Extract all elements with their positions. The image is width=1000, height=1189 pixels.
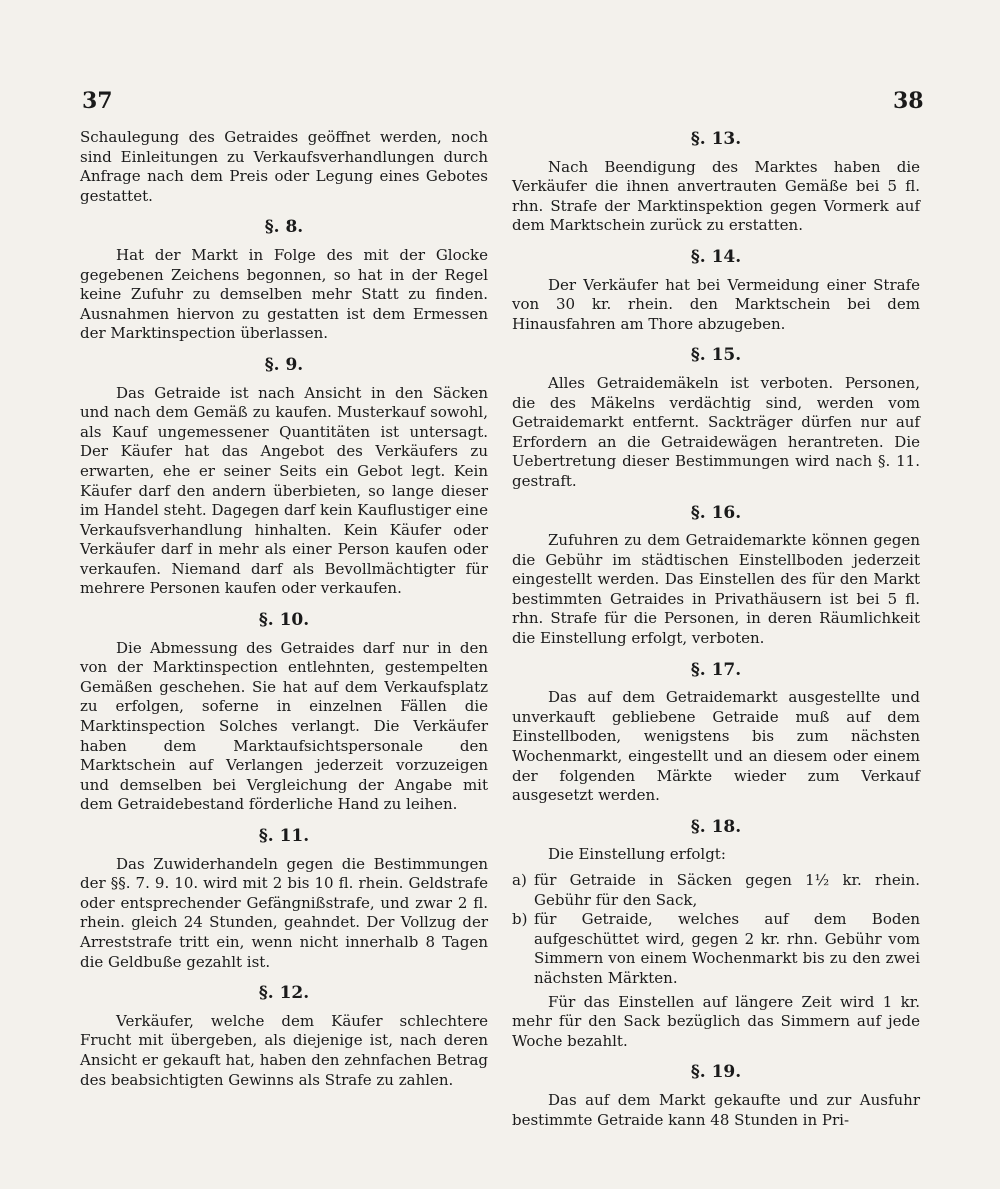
section-text-18-outro: Für das Einstellen auf längere Zeit wird 1 kr. mehr für den Sack bezüglich das Simmern auf jede Woche bezahlt. [512,992,920,1050]
page-number-right: 38 [893,88,924,114]
list-marker: b) [512,910,528,929]
section-text-17: Das auf dem Getraidemarkt ausgestellte und unverkauft gebliebene Getraide muß auf dem Einstellboden, wenigstens bis zum nächsten Wochenmarkt, eingestellt und an diesem oder einem der folgenden Märkte wieder zum Verkauf ausgesetzt werden. [512,688,920,805]
section-heading-19: §. 19. [690,1062,742,1083]
section-text-11: Das Zuwiderhandeln gegen die Bestimmungen der §§. 7. 9. 10. wird mit 2 bis 10 fl. rhein. Geldstrafe oder entsprechender Gefängnißstrafe, und zwar 2 fl. rhein. gleich 24 Stunden, geahndet. Der Vollzug der Arreststrafe tritt ein, wenn nicht innerhalb 8 Tagen die Geldbuße gezahlt ist. [80,854,488,971]
section-text-16: Zufuhren zu dem Getraidemarkte können gegen die Gebühr im städtischen Einstellboden jederzeit eingestellt werden. Das Einstellen des für den Markt bestimmten Getraides in Privathäusern ist bei 5 fl. rhn. Strafe für die Personen, in deren Räumlichkeit die Einstellung erfolgt, verboten. [512,531,920,648]
section-heading-17: §. 17. [690,659,742,680]
section-heading-9: §. 9. [264,354,304,375]
section-text-9: Das Getraide ist nach Ansicht in den Säcken und nach dem Gemäß zu kaufen. Musterkauf sowohl, als Kauf ungemessener Quantitäten ist untersagt. Der Käufer hat das Angebot des Verkäufers zu erwarten, ehe er seiner Seits ein Gebot legt. Kein Käufer darf den andern überbieten, so lange dieser im Handel steht. Dagegen darf kein Kauflustiger eine Verkaufsverhandlung hinhalten. Kein Käufer oder Verkäufer darf in mehr als einer Person kaufen oder verkaufen. Niemand darf als Bevollmächtigter für mehrere Personen kaufen oder verkaufen. [80,383,488,598]
section-heading-8: §. 8. [264,217,304,238]
left-column [80,128,488,1090]
list-item-text: für Getraide, welches auf dem Boden aufgeschüttet wird, gegen 2 kr. rhn. Gebühr vom Simmern von einem Wochenmarkt bis zu den zwei nächsten Märkten. [534,910,920,987]
right-column [512,128,920,1130]
section-heading-11: §. 11. [258,826,310,846]
section-heading-15: §. 15. [690,345,742,366]
list-item [512,871,920,910]
section-text-15: Alles Getraidemäkeln ist verboten. Personen, die des Mäkelns verdächtig sind, werden vom Getraidemarkt entfernt. Sackträger dürfen nur auf Erfordern an die Getraidewägen herantreten. Die Uebertretung dieser Bestimmungen wird nach §. 11. gestraft. [512,373,920,490]
section-heading-16: §. 16. [690,502,742,523]
section-text-12: Verkäufer, welche dem Käufer schlechtere Frucht mit übergeben, als diejenige ist, nach deren Ansicht er gekauft hat, haben den zehnfachen Betrag des beabsichtigten Gewinns als Strafe zu zahlen. [80,1011,488,1089]
list-marker: a) [512,871,527,889]
section-heading-14: §. 14. [690,246,742,267]
section-heading-10: §. 10. [258,610,310,631]
paragraph-intro: Schaulegung des Getraides geöffnet werden, noch sind Einleitungen zu Verkaufsverhandlungen durch Anfrage nach dem Preis oder Legung eines Gebotes gestattet. [80,128,488,205]
section-text-8: Hat der Markt in Folge des mit der Glocke gegebenen Zeichens begonnen, so hat in der Regel keine Zufuhr zu demselben mehr Statt zu finden. Ausnahmen hiervon zu gestatten ist dem Ermessen der Marktinspection überlassen. [80,245,488,343]
section-text-13: Nach Beendigung des Marktes haben die Verkäufer die ihnen anvertrauten Gemäße bei 5 fl. rhn. Strafe der Marktinspektion gegen Vormerk auf dem Marktschein zurück zu erstatten. [512,157,920,235]
section-text-10: Die Abmessung des Getraides darf nur in den von der Marktinspection entlehnten, gestempelten Gemäßen geschehen. Sie hat auf dem Verkaufsplatz zu erfolgen, soferne in einzelnen Fällen die Marktinspection Solches verlangt. Die Verkäufer haben dem Marktaufsichtspersonale den Marktschein auf Verlangen jederzeit vorzuzeigen und demselben bei Vergleichung der Angabe mit dem Getraidebestand förderliche Hand zu leihen. [80,638,488,814]
section-18-list [512,871,920,989]
section-heading-13: §. 13. [690,129,742,149]
list-item [512,910,920,988]
section-text-19: Das auf dem Markt gekaufte und zur Ausfuhr bestimmte Getraide kann 48 Stunden in Pri- [512,1090,920,1129]
section-heading-12: §. 12. [258,983,310,1004]
section-heading-18: §. 18. [690,816,742,837]
section-text-14: Der Verkäufer hat bei Vermeidung einer Strafe von 30 kr. rhein. den Marktschein bei dem Hinausfahren am Thore abzugeben. [512,275,920,333]
section-text-18-intro: Die Einstellung erfolgt: [548,845,726,864]
list-item-text: für Getraide in Säcken gegen 1½ kr. rhein. Gebühr für den Sack, [534,871,920,909]
page-number-left: 37 [82,88,113,114]
